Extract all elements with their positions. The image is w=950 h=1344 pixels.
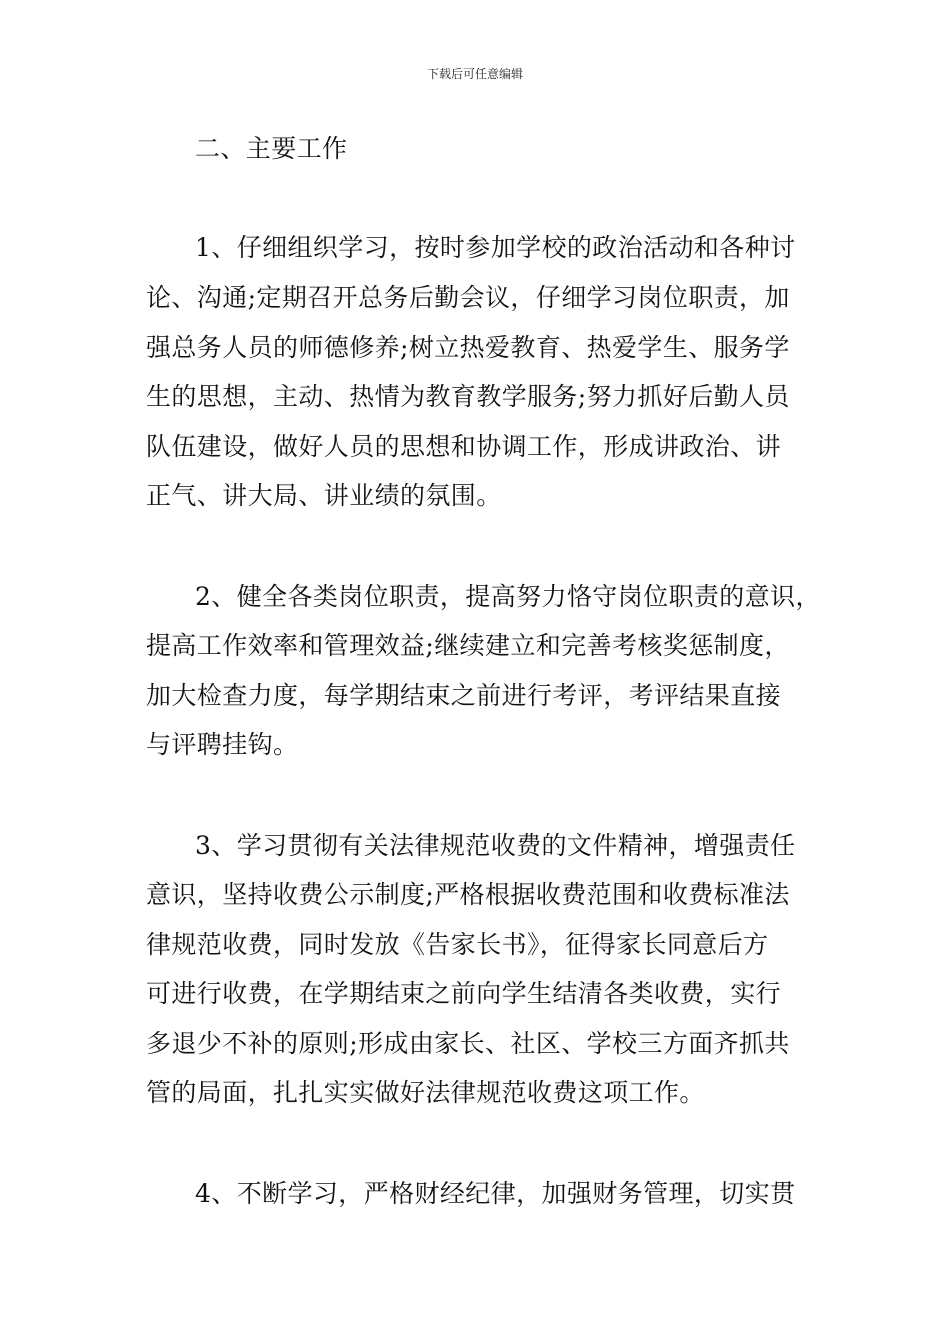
paragraph-3-line-5: 多退少不补的原则;形成由家长、社区、学校三方面齐抓共	[146, 1029, 790, 1058]
paragraph-1-line-3: 强总务人员的师德修养;树立热爱教育、热爱学生、服务学	[146, 333, 790, 362]
paragraph-1-line-6: 正气、讲大局、讲业绩的氛围。	[146, 481, 502, 510]
paragraph-2-line-4: 与评聘挂钩。	[146, 730, 299, 759]
paragraph-2-line-2: 提高工作效率和管理效益;继续建立和完善考核奖惩制度，	[146, 631, 790, 660]
paragraph-2-line-3: 加大检查力度，每学期结束之前进行考评，考评结果直接	[146, 681, 782, 710]
paragraph-3-line-6: 管的局面，扎扎实实做好法律规范收费这项工作。	[146, 1078, 705, 1107]
paragraph-3-line-1: 3、学习贯彻有关法律规范收费的文件精神，增强责任	[195, 831, 796, 860]
paragraph-1-line-2: 论、沟通;定期召开总务后勤会议，仔细学习岗位职责，加	[146, 283, 790, 312]
paragraph-3-line-3: 律规范收费，同时发放《告家长书》，征得家长同意后方	[146, 930, 769, 959]
page-header: 下载后可任意编辑	[426, 67, 523, 81]
paragraph-2-line-1: 2、健全各类岗位职责，提高努力恪守岗位职责的意识，	[195, 582, 821, 611]
paragraph-3-line-2: 意识，坚持收费公示制度;严格根据收费范围和收费标准法	[146, 880, 790, 909]
section-heading: 二、主要工作	[195, 134, 348, 163]
paragraph-4-line-1: 4、不断学习，严格财经纪律，加强财务管理，切实贯	[195, 1179, 796, 1208]
paragraph-1-line-4: 生的思想，主动、热情为教育教学服务;努力抓好后勤人员	[146, 382, 790, 411]
paragraph-3-line-4: 可进行收费，在学期结束之前向学生结清各类收费，实行	[146, 979, 782, 1008]
paragraph-1-line-1: 1、仔细组织学习，按时参加学校的政治活动和各种讨	[195, 233, 796, 262]
paragraph-1-line-5: 队伍建设，做好人员的思想和协调工作，形成讲政治、讲	[146, 432, 782, 461]
